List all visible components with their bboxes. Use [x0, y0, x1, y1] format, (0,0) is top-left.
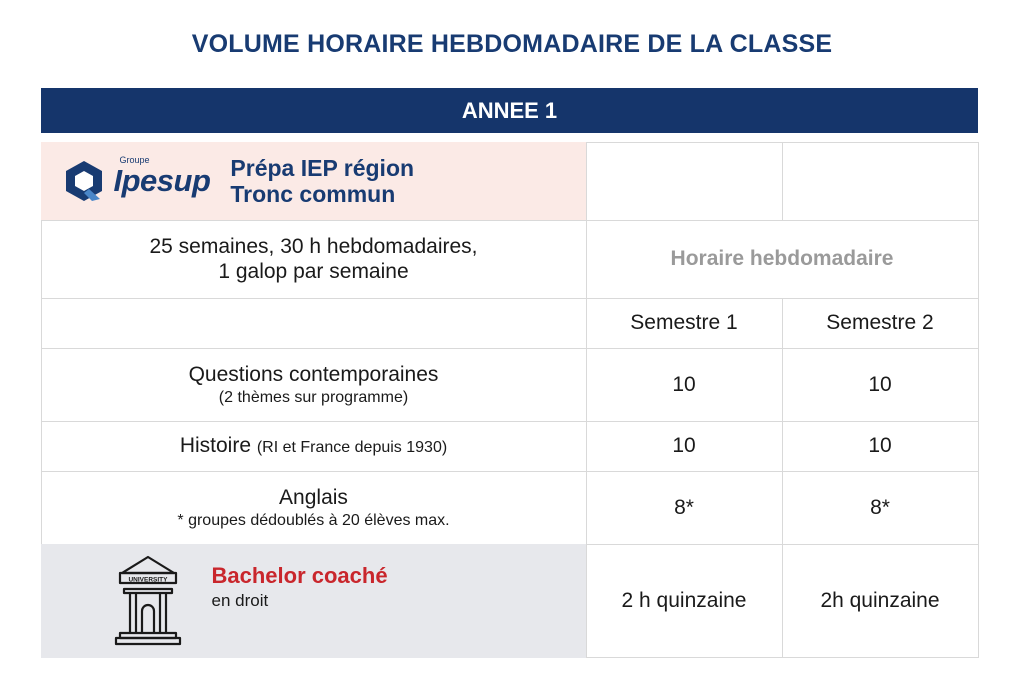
subject-name: Questions contemporaines	[188, 363, 439, 387]
bachelor-title: Bachelor coaché	[211, 562, 388, 588]
intro-line2: 1 galop par semaine	[218, 260, 409, 283]
bachelor-subtitle: en droit	[211, 590, 269, 610]
schedule-header: Horaire hebdomadaire	[670, 247, 894, 271]
semester-2-value: 2h quinzaine	[782, 544, 979, 658]
brand-name: Ipesup	[113, 163, 211, 199]
subject-cell	[41, 348, 587, 422]
semester-1-value: 10	[586, 348, 783, 422]
program-line2: Tronc commun	[230, 181, 396, 207]
empty-cell	[586, 142, 783, 221]
semester-2-header: Semestre 2	[782, 298, 979, 349]
empty-cell	[41, 298, 587, 349]
schedule-table	[41, 142, 978, 657]
bachelor-text	[212, 563, 388, 612]
page-title: VOLUME HORAIRE HEBDOMADAIRE DE LA CLASSE	[191, 30, 833, 58]
subject-note: * groupes dédoublés à 20 élèves max.	[177, 511, 450, 529]
program-line1: Prépa IEP région	[230, 154, 415, 181]
subject-cell	[41, 421, 587, 472]
ipesup-logo-icon	[62, 159, 106, 203]
subject-name: Anglais	[279, 486, 348, 510]
subject-line	[180, 433, 447, 458]
brand-logo	[113, 155, 211, 199]
bachelor-cell	[41, 544, 587, 658]
semester-1-value: 10	[586, 421, 783, 472]
year-label: ANNEE 1	[461, 97, 558, 123]
subject-note: (2 thèmes sur programme)	[218, 388, 409, 406]
subject-cell	[41, 471, 587, 545]
year-header	[41, 88, 978, 133]
schedule-header-cell	[586, 220, 979, 299]
university-building-icon	[114, 553, 182, 647]
intro-line1: 25 semaines, 30 h hebdomadaires,	[149, 234, 478, 258]
university-icon-label: UNIVERSITY	[127, 576, 168, 583]
semester-1-value: 8*	[586, 471, 783, 545]
semester-1-value: 2 h quinzaine	[586, 544, 783, 658]
semester-2-value: 8*	[782, 471, 979, 545]
intro-cell	[41, 220, 587, 299]
subject-note: (RI et France depuis 1930)	[256, 439, 448, 457]
semester-2-value: 10	[782, 348, 979, 422]
program-title	[230, 155, 414, 208]
empty-cell	[782, 142, 979, 221]
brand-groupe: Groupe	[119, 155, 150, 166]
semester-1-header: Semestre 1	[586, 298, 783, 349]
subject-name: Histoire	[179, 434, 251, 458]
semester-2-value: 10	[782, 421, 979, 472]
brand-cell	[41, 142, 587, 221]
